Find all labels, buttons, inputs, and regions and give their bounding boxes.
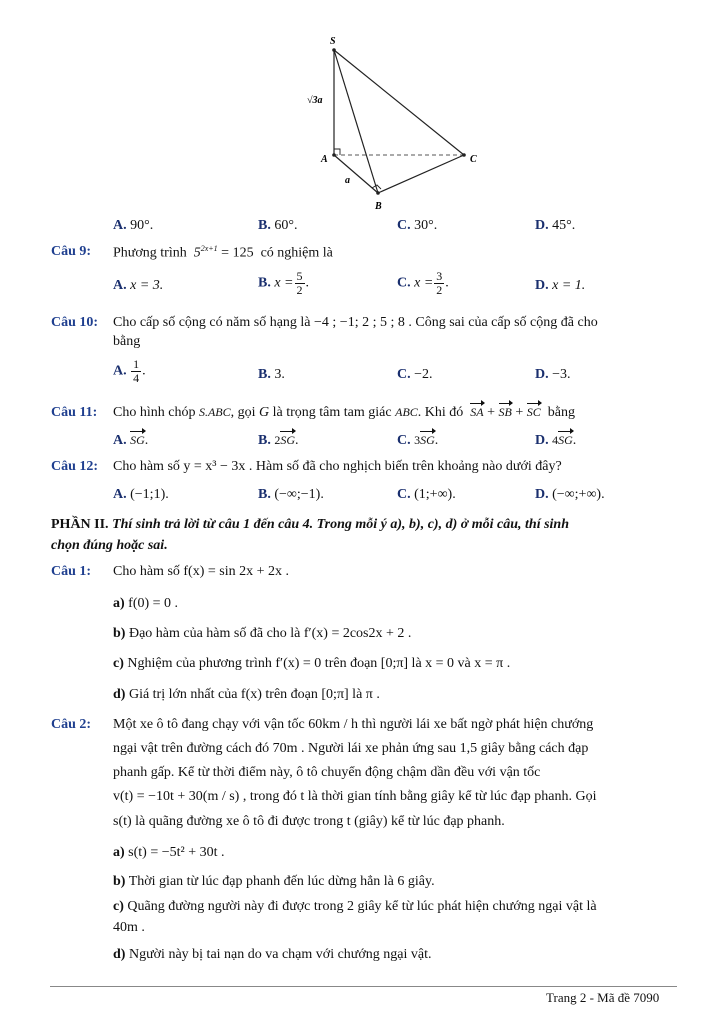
edge-SC [334,50,464,155]
q10-stem-line1: Cho cấp số cộng có năm số hạng là −4 ; −1; 2 ; 5 ; 8 . Công sai của cấp số cộng đã cho [113,315,598,330]
q9-option-c[interactable]: C. x = $\frac{3}{2}$ . [397,269,449,297]
q8-option-d[interactable]: D. 45°. [535,218,576,233]
q9-label: Câu 9: [51,244,92,259]
q9-stem: Phương trình $5^{2x+1} = 125$ có nghiệm là [113,244,333,261]
q12-option-d[interactable]: D. (−∞;+∞). [535,487,605,502]
p2q1-item-c[interactable]: c) Nghiệm của phương trình f′(x) = 0 trên đoạn [0;π] là x = 0 và x = π . [113,656,511,671]
q10-label: Câu 10: [51,315,99,330]
q11-option-d[interactable]: D. 4SG. [535,433,577,448]
q9-option-a[interactable]: A. x = 3. [113,278,164,293]
part2-heading: PHẦN II. Thí sinh trả lời từ câu 1 đến câu 4. Trong mỗi ý a), b), c), d) ở mỗi câu, thí sinh [51,517,569,532]
p2q2-stem-l2: ngại vật trên đường cách đó 70m . Người lái xe phản ứng sau 1,5 giây bằng cách đạp [113,741,589,756]
p2q2-stem-l4: v(t) = −10t + 30(m / s) , trong đó t là thời gian tính bằng giây kể từ lúc đạp phanh. Gọi [113,789,597,804]
p2q2-stem-l5: s(t) là quãng đường xe ô tô đi được trong t (giây) kể từ lúc đạp phanh. [113,814,505,829]
p2q2-stem-l3: phanh gấp. Kể từ thời điểm này, ô tô chuyển động chậm dần đều với vận tốc [113,765,541,780]
p2q1-item-b[interactable]: b) Đạo hàm của hàm số đã cho là f′(x) = 2cos2x + 2 . [113,626,412,641]
q11-label: Câu 11: [51,405,98,420]
p2q1-label: Câu 1: [51,564,92,579]
q12-stem: Cho hàm số y = x³ − 3x . Hàm số đã cho nghịch biến trên khoảng nào dưới đây? [113,459,562,474]
edge-BC [378,155,464,193]
point-A [332,153,336,157]
p2q2-item-a[interactable]: a) s(t) = −5t² + 30t . [113,845,225,860]
p2q2-item-c[interactable]: c) Quãng đường người này đi được trong 2 giây kể từ lúc phát hiện chướng ngại vật là [113,899,597,914]
p2q2-label: Câu 2: [51,717,92,732]
label-A: A [321,154,328,165]
p2q1-stem: Cho hàm số f(x) = sin 2x + 2x . [113,564,290,579]
p2q1-item-d[interactable]: d) Giá trị lớn nhất của f(x) trên đoạn [0;π] là π . [113,687,380,702]
q8-option-c[interactable]: C. 30°. [397,218,438,233]
point-C [462,153,466,157]
label-a: a [345,175,350,186]
p2q1-item-a[interactable]: a) f(0) = 0 . [113,596,179,611]
q12-label: Câu 12: [51,459,99,474]
label-C: C [470,154,477,165]
edge-AB [334,155,378,193]
q10-option-d[interactable]: D. −3. [535,367,571,382]
point-B [376,191,380,195]
q10-option-a[interactable]: A. $\frac{1}{4}$ . [113,357,146,385]
q9-option-b[interactable]: B. x = $\frac{5}{2}$ . [258,269,310,297]
page-footer: Trang 2 - Mã đề 7090 [546,990,660,1005]
pyramid-figure [0,0,725,220]
q10-stem-line2: bằng [113,334,141,349]
q10-option-b[interactable]: B. 3. [258,367,285,382]
p2q2-item-b[interactable]: b) Thời gian từ lúc đạp phanh đến lúc dừng hẳn là 6 giây. [113,874,435,889]
q9-option-d[interactable]: D. x = 1. [535,278,586,293]
q11-option-a[interactable]: A. SG. [113,433,149,448]
label-S: S [330,36,336,47]
label-B: B [375,201,382,212]
q12-option-b[interactable]: B. (−∞;−1). [258,487,324,502]
q11-stem: Cho hình chóp S.ABC, gọi G là trọng tâm tam giác ABC. Khi đó SA + SB + SC bằng [113,405,576,420]
p2q2-item-d[interactable]: d) Người này bị tai nạn do va chạm với chướng ngại vật. [113,947,432,962]
q11-option-c[interactable]: C. 3SG. [397,433,439,448]
q12-option-a[interactable]: A. (−1;1). [113,487,169,502]
p2q2-stem-l1: Một xe ô tô đang chạy với vận tốc 60km / h thì người lái xe bất ngờ phát hiện chướng [113,717,594,732]
q8-option-a[interactable]: A. 90°. [113,218,154,233]
q11-option-b[interactable]: B. 2SG. [258,433,299,448]
point-S [332,48,336,52]
q8-option-b[interactable]: B. 60°. [258,218,298,233]
edge-SB [334,50,378,193]
footer-rule [50,986,677,987]
q10-option-c[interactable]: C. −2. [397,367,433,382]
p2q2-item-c-line2: 40m . [113,920,145,935]
q12-option-c[interactable]: C. (1;+∞). [397,487,456,502]
label-height: √3a [307,95,323,106]
part2-heading-line2: chọn đúng hoặc sai. [51,538,168,553]
